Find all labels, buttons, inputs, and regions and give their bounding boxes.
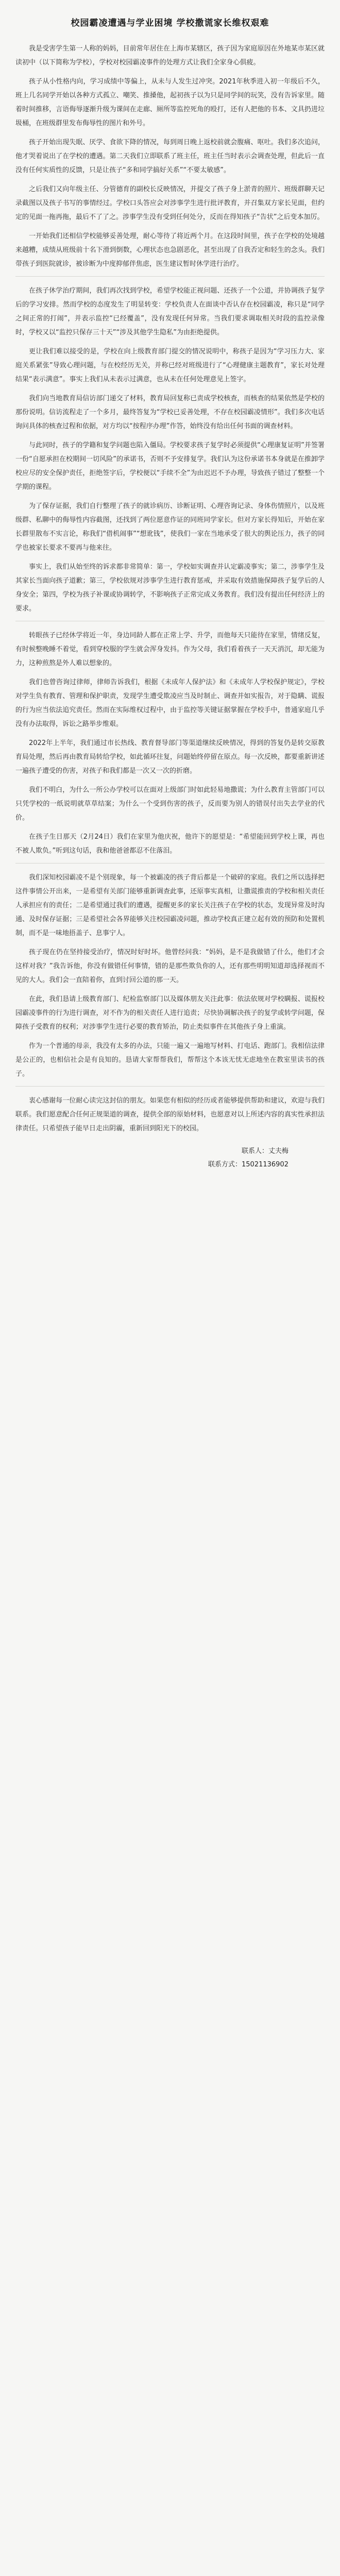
paragraph: 孩子从小性格内向，学习成绩中等偏上，从未与人发生过冲突。2021年秋季进入初一年级后不久，班上几名同学开始以各种方式孤立、嘲笑、推搡他，起初孩子以为只是同学间的玩笑，没有告诉家里。随着时间推移，言语侮辱逐渐升级为课间在走廊、厕所等监控死角的殴打，还有人把他的书本、文具扔进垃圾桶，在班级群里发布侮辱性的图片和外号。 — [15, 78, 325, 127]
contact-person — [15, 1145, 288, 1158]
article-section — [15, 863, 325, 1081]
paragraph: 事实上，我们从始至终的诉求都非常简单：第一，学校如实调查并认定霸凌事实；第二，涉事学生及其家长当面向孩子道歉；第三，学校依规对涉事学生进行教育惩戒，并采取有效措施保障孩子复学后的人身安全；第四，学校为孩子补课或协调转学，不影响孩子正常完成义务教育。我们没有提出任何经济上的要求。 — [15, 563, 325, 613]
page-title: 校园霸凌遭遇与学业困境 学校撒谎家长维权艰难 — [71, 18, 269, 28]
article-section — [15, 1086, 325, 1136]
contact-person-label: 联系人： — [241, 1147, 268, 1155]
article-section — [15, 621, 325, 858]
contact-block — [15, 1145, 325, 1172]
paragraph: 2022年上半年，我们通过市长热线、教育督导部门等渠道继续反映情况，得到的答复仍是转交原教育局处理，然后再由教育局转给学校，如此循环往复，问题始终停留在原点。每一次反映，都要重新讲述一遍孩子遭受的伤害，对孩子和我们都是一次又一次的折磨。 — [15, 739, 325, 775]
paragraph: 与此同时，孩子的学籍和复学问题也陷入僵局。学校要求孩子复学时必须提供“心理康复证明”并签署一份“自愿承担在校期间一切风险”的承诺书，否则不予安排复学。我们认为这份承诺书本身就是在推卸学校应尽的安全保护责任，拒绝签字后，学校便以“手续不全”为由迟迟不予办理，导致孩子错过了整整一个学期的课程。 — [15, 442, 325, 491]
paragraph: 我们深知校园霸凌不是个别现象，每一个被霸凌的孩子背后都是一个破碎的家庭。我们之所以选择把这件事情公开出来，一是希望有关部门能够重新调查此事，还原事实真相，让撒谎推责的学校和相关责任人承担应有的责任；二是希望通过我们的遭遇，提醒更多的家长关注孩子在学校的状态，发现异常及时沟通、及时保存证据；三是希望社会各界能够关注校园霸凌问题，推动学校真正建立起有效的预防和处置机制，而不是一味地捂盖子、息事宁人。 — [15, 874, 325, 937]
paragraph: 孩子开始出现失眠、厌学、食欲下降的情况，每到周日晚上返校前就会腹痛、呕吐。我们多次追问，他才哭着说出了在学校的遭遇。第二天我们立即联系了班主任，班主任当时表示会调查处理，但此后一直没有任何实质性的反馈，只是让孩子“多和同学搞好关系”“不要太敏感”。 — [15, 139, 325, 174]
contact-phone-label: 联系方式： — [208, 1161, 242, 1168]
paragraph: 一开始我们还相信学校能够妥善处理，耐心等待了将近两个月。在这段时间里，孩子在学校的处境越来越糟，成绩从班级前十名下滑到倒数，心理状态也急剧恶化，甚至出现了自我否定和轻生的念头。我们带孩子到医院就诊，被诊断为中度抑郁伴焦虑，医生建议暂时休学进行治疗。 — [15, 232, 325, 268]
article-body — [15, 42, 325, 1136]
paragraph: 孩子现在仍在坚持接受治疗，情况时好时坏。他曾经问我：“妈妈，是不是我做错了什么，他们才会这样对我？”我告诉他，你没有做错任何事情，错的是那些欺负你的人，还有那些明明知道却选择视而不见的大人。我们会一直陪着你，直到讨回公道的那一天。 — [15, 948, 325, 984]
paragraph: 在此，我们恳请上级教育部门、纪检监察部门以及媒体朋友关注此事：依法依规对学校瞒报、谎报校园霸凌事件的行为进行调查，对不作为的相关责任人进行追责；尽快协调解决孩子的复学或转学问题，保障孩子受教育的权利；对涉事学生进行必要的教育矫治，防止类似事件在其他孩子身上重演。 — [15, 995, 325, 1031]
paragraph: 在孩子休学治疗期间，我们再次找到学校，希望学校能正视问题、还孩子一个公道，并协调孩子复学后的学习安排。然而学校的态度发生了明显转变：学校负责人在面谈中否认存在校园霸凌，称只是“同学之间正常的打闹”，并表示监控“已经覆盖”，没有发现任何异常。当我们要求调取相关时段的监控录像时，学校又以“监控只保存三十天”“涉及其他学生隐私”为由拒绝提供。 — [15, 287, 325, 336]
paragraph: 我是受害学生第一人称的妈妈，目前常年居住在上海市某辖区，孩子因为家庭原因在外地某市某区就读初中（以下简称为学校），学校对校园霸凌事件的处理方式让我们全家身心俱疲。 — [15, 45, 325, 66]
article-section — [15, 42, 325, 271]
paragraph: 之后我们又向年级主任、分管德育的副校长反映情况，并提交了孩子身上淤青的照片、班级群聊天记录截图以及孩子书写的事情经过。学校口头答应会对涉事学生进行批评教育，并召集双方家长见面，但约定的见面一拖再拖，最后不了了之。涉事学生没有受到任何处分，反而在得知孩子“告状”之后变本加厉。 — [15, 185, 325, 221]
paragraph: 转眼孩子已经休学将近一年，身边同龄人都在正常上学、升学，而他每天只能待在家里，情绪反复，有时候整晚睡不着觉，看到穿校服的学生就会浑身发抖。作为父母，我们看着孩子一天天消沉，却无能为力，这种煎熬是外人难以想象的。 — [15, 632, 325, 667]
paragraph: 为了保存证据，我们自行整理了孩子的就诊病历、诊断证明、心理咨询记录、身体伤情照片，以及班级群、私聊中的侮辱性内容截图，还找到了两位愿意作证的同班同学家长。但对方家长得知后，开始在家长群里散布不实言论，称我们“借机闹事”“想讹钱”，使我们一家在当地承受了很大的舆论压力，孩子的同学也被家长要求不要再与他来往。 — [15, 502, 325, 552]
paragraph: 衷心感谢每一位耐心读完这封信的朋友。如果您有相似的经历或者能够提供帮助和建议，欢迎与我们联系。我们愿意配合任何正规渠道的调查，提供全部的原始材料，也愿意对以上所述内容的真实性承担法律责任。只希望孩子能早日走出阴霾，重新回到阳光下的校园。 — [15, 1097, 325, 1132]
paragraph: 作为一个普通的母亲，我没有太多的办法，只能一遍又一遍地写材料、打电话、跑部门。我相信法律是公正的，也相信社会是有良知的。恳请大家帮帮我们，帮帮这个本该无忧无虑地坐在教室里读书的孩子。 — [15, 1042, 325, 1078]
contact-person-value: 丈夫梅 — [268, 1147, 288, 1155]
paragraph: 我们也曾咨询过律师，律师告诉我们，根据《未成年人保护法》和《未成年人学校保护规定》，学校对学生负有教育、管理和保护职责，发现学生遭受欺凌应当及时制止、调查并如实报告，对于隐瞒、谎报的行为应当依法追究责任。然而在实际维权过程中，由于监控等关键证据掌握在学校手中，普通家庭几乎没有办法取得，诉讼之路举步维艰。 — [15, 679, 325, 728]
contact-phone-value: 15021136902 — [242, 1161, 288, 1168]
paragraph: 我们向当地教育局信访部门递交了材料，教育局回复称已责成学校核查，而核查的结果依然是学校的那份说明。信访流程走了一个多月，最终答复为“学校已妥善处理，不存在校园霸凌情形”。我们多次电话询问具体的核查过程和依据，对方均以“按程序办理”作答，始终没有给出任何书面的调查材料。 — [15, 395, 325, 430]
article-section — [15, 276, 325, 616]
paragraph: 在孩子生日那天（2月24日）我们在家里为他庆祝，他许下的愿望是：“希望能回到学校上课，再也不被人欺负。”听到这句话，我和他爸爸都忍不住落泪。 — [15, 833, 325, 855]
paragraph: 我们不明白，为什么一所公办学校可以在面对上级部门时如此轻易地撒谎；为什么教育主管部门可以只凭学校的一纸说明就草草结案；为什么一个受到伤害的孩子，反而要为别人的错误付出失去学业的代价。 — [15, 786, 325, 822]
contact-phone — [15, 1158, 288, 1172]
paragraph: 更让我们难以接受的是，学校在向上级教育部门提交的情况说明中，称孩子是因为“学习压力大、家庭关系紧张”导致心理问题，与在校经历无关，并称已经对班级进行了“心理健康主题教育”，家长对处理结果“表示满意”。事实上我们从未表示过满意，也从未在任何处理意见上签字。 — [15, 348, 325, 383]
